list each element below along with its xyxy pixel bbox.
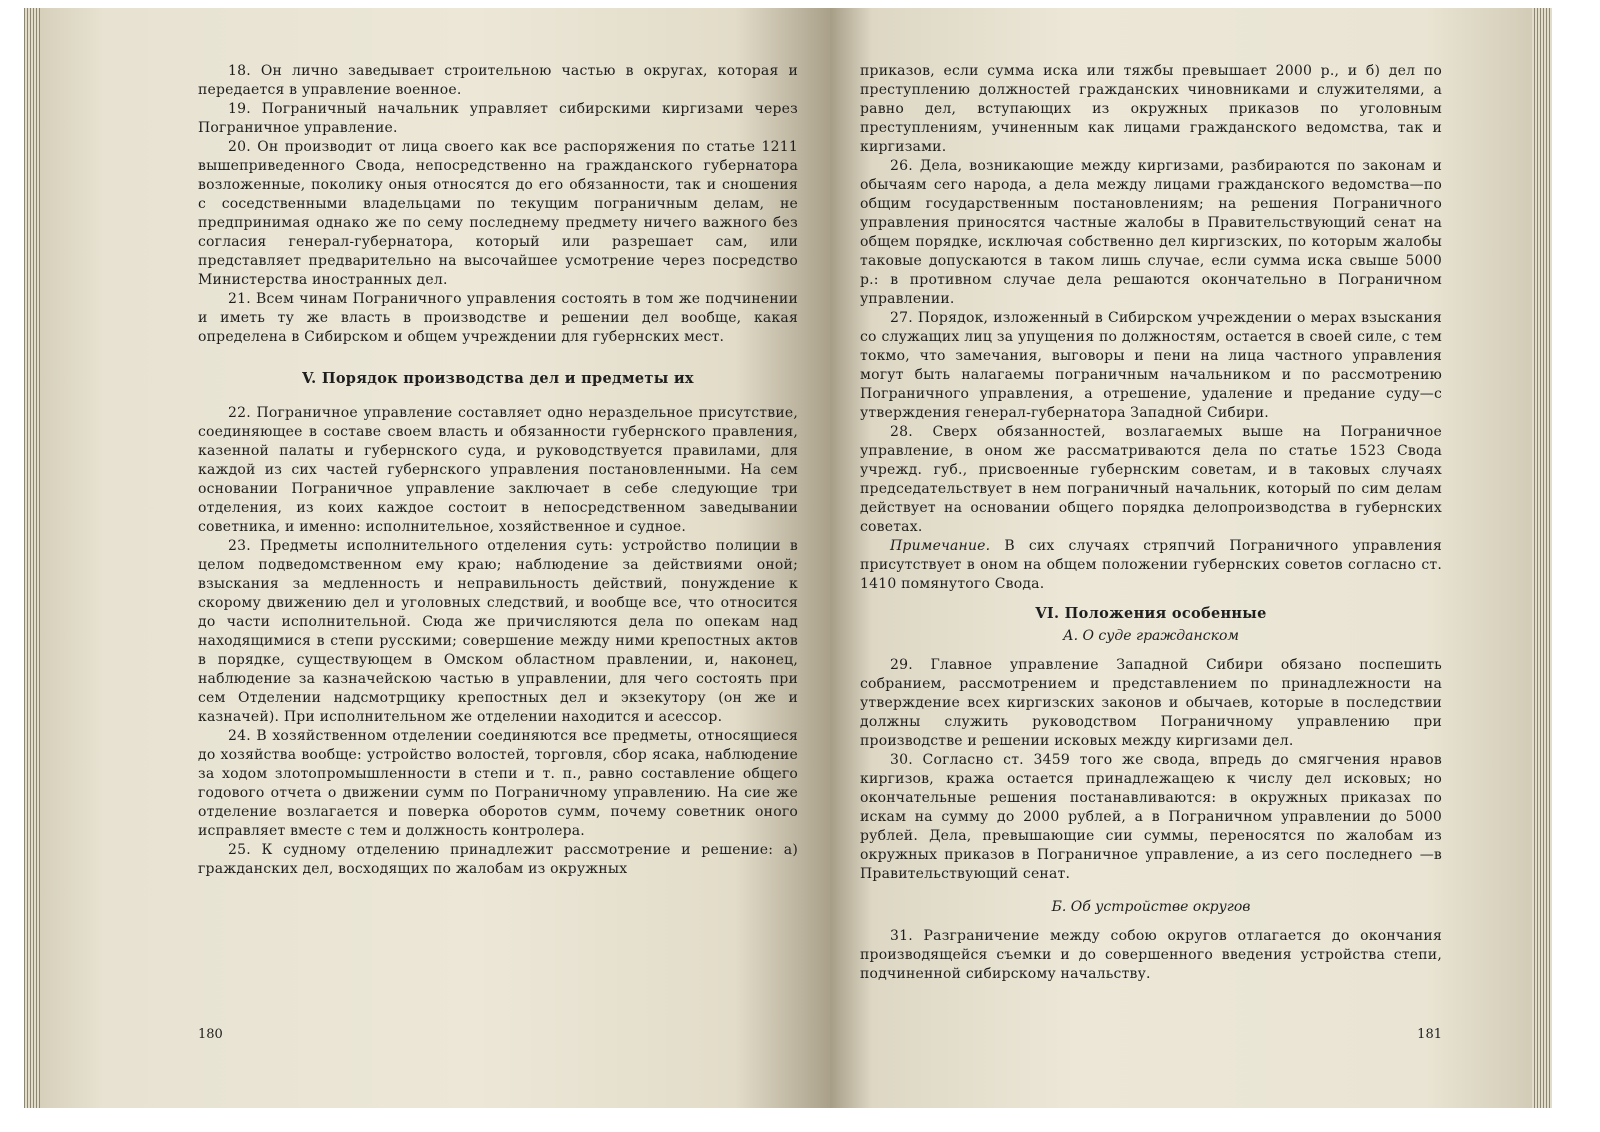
subsection-heading-a: А. О суде гражданском	[1063, 628, 1239, 644]
note-paragraph	[860, 537, 1442, 594]
paragraph-21: 21. Всем чинам Пограничного управления состоять в том же подчинении и иметь ту же власть в производстве и решении дел вообще, какая определена в Сибирском и общем учреждении для губернских мест.	[198, 291, 798, 345]
paragraph-20: 20. Он производит от лица своего как все распоряжения по статье 1211 вышеприведенного Свода, непосредственно на гражданского губернатора возложенные, поколику оныя относятся до его обязанности, так и сношения с соседственными владельцами по текущим пограничным делам, не предпринимая однако же по сему последнему предмету ничего важного без согласия генерал-губернатора, который или разрешает сам, или представляет предварительно на высочайшее усмотрение через посредство Министерства иностранных дел.	[198, 139, 798, 288]
section-heading-v: V. Порядок производства дел и предметы их	[302, 370, 694, 387]
right-page	[830, 8, 1532, 1108]
paragraph-24: 24. В хозяйственном отделении соединяются все предметы, относящиеся до хозяйства вообще: устройство волостей, торговля, сбор ясака, наблюдение за ходом злотопромышленности в степи и т. п., равно составление общего годового отчета о движении сумм по Пограничному управлению. На сие же отделение возлагается и поверка оборотов сумм, почему советник оного исправляет вместе с тем и должность контролера.	[198, 728, 798, 839]
page-number-left: 180	[198, 1027, 223, 1042]
paragraph-22: 22. Пограничное управление составляет одно нераздельное присутствие, соединяющее в составе своем власть и обязанности губернского правления, казенной палаты и губернского суда, и руководствуется правилами, для каждой из сих частей губернского управления постановленными. На сем основании Пограничное управление заключает в себе следующие три отделения, из коих каждое состоит в непосредственном заведывании советника, и именно: исполнительное, хозяйственное и судное.	[198, 405, 798, 535]
paragraph-27: 27. Порядок, изложенный в Сибирском учреждении о мерах взыскания со служащих лиц за упущения по должностям, остается в своей силе, с тем токмо, что замечания, выговоры и пени на лица частного управления могут быть налагаемы пограничным начальником и по рассмотрению Пограничного управления, а отрешение, удаление и предание суду—с утверждения генерал-губернатора Западной Сибири.	[860, 310, 1442, 421]
page-edges-right	[1532, 8, 1552, 1108]
paragraph-26: 26. Дела, возникающие между киргизами, разбираются по законам и обычаям сего народа, а дела между лицами гражданского ведомства—по общим государственным постановлениям; на решения Пограничного управления приносятся частные жалобы в Правительствующий сенат на общем порядке, исключая собственно дел киргизских, по которым жалобы таковые допускаются в таком лишь случае, если сумма иска свыше 5000 р.: в противном случае дела решаются окончательно в Пограничном управлении.	[860, 158, 1442, 307]
paragraph-29: 29. Главное управление Западной Сибири обязано поспешить собранием, рассмотрением и представлением по принадлежности на утверждение всех киргизских законов и обычаев, которые в последствии должны служить руководством Пограничному управлению при производстве и решении исковых между киргизами дел.	[860, 657, 1442, 749]
paragraph-19: 19. Пограничный начальник управляет сибирскими киргизами через Пограничное управление.	[198, 101, 798, 136]
paragraph-23: 23. Предметы исполнительного отделения суть: устройство полиции в целом подведомственном ему краю; наблюдение за действиями оной; взыскания за медленность и неправильность действий, понуждение к скорому движению дел и уголовных следствий, и вообще все, что относится до части исполнительной. Сюда же причисляются дела по опекам над находящимися в степи русскими; совершение между ними крепостных актов в порядке, существующем в Омском областном правлении, и, наконец, наблюдение за казначейскою частью в управлении, для чего состоять при сем Отделении надсмотрщику крепостных дел и экзекутору (он же и казначей). При исполнительном же отделении находится и асессор.	[198, 538, 798, 725]
page-edges-left	[24, 8, 40, 1108]
section-heading-vi: VI. Положения особенные	[1035, 605, 1267, 622]
paragraph-31: 31. Разграничение между собою округов отлагается до окончания производящейся съемки и до совершенного введения устройства степи, подчиненной сибирскому начальству.	[860, 928, 1442, 982]
paragraph-30: 30. Согласно ст. 3459 того же свода, впредь до смягчения нравов киргизов, кража остается принадлежащею к числу дел исковых; но окончательные решения постанавливаются: в окружных приказах по искам на сумму до 2000 рублей, а в Пограничном управлении до 5000 рублей. Дела, превышающие сии суммы, переносятся по жалобам из окружных приказов в Пограничное управление, а из сего последнего —в Правительствующий сенат.	[860, 752, 1442, 882]
note-label: Примечание.	[890, 538, 991, 554]
subsection-heading-b: Б. Об устройстве округов	[1051, 899, 1251, 915]
note-text: В сих случаях стряпчий Пограничного управления присутствует в оном на общем положении губернских советов согласно ст. 1410 помянутого Свода.	[860, 538, 1442, 592]
paragraph-25-continuation: приказов, если сумма иска или тяжбы превышает 2000 р., и б) дел по преступлению должностей гражданских чиновниками и служителями, а равно дел, вступающих из окружных приказов по уголовным преступлениям, учиненным как лицами гражданского ведомства, так и киргизами.	[860, 63, 1442, 155]
left-page	[40, 8, 830, 1108]
paragraph-28: 28. Сверх обязанностей, возлагаемых выше на Пограничное управление, в оном же рассматриваются дела по статье 1523 Свода учрежд. губ., присвоенные губернским советам, и в таковых случаях председательствует в нем пограничный начальник, который по сим делам действует на основании общего порядка делопроизводства в губернских советах.	[860, 424, 1442, 535]
paragraph-25: 25. К судному отделению принадлежит рассмотрение и решение: а) гражданских дел, восходящих по жалобам из окружных	[198, 842, 798, 877]
page-number-right: 181	[1417, 1027, 1442, 1042]
open-book	[24, 8, 1552, 1108]
paragraph-18: 18. Он лично заведывает строительною частью в округах, которая и передается в управление военное.	[198, 63, 798, 98]
